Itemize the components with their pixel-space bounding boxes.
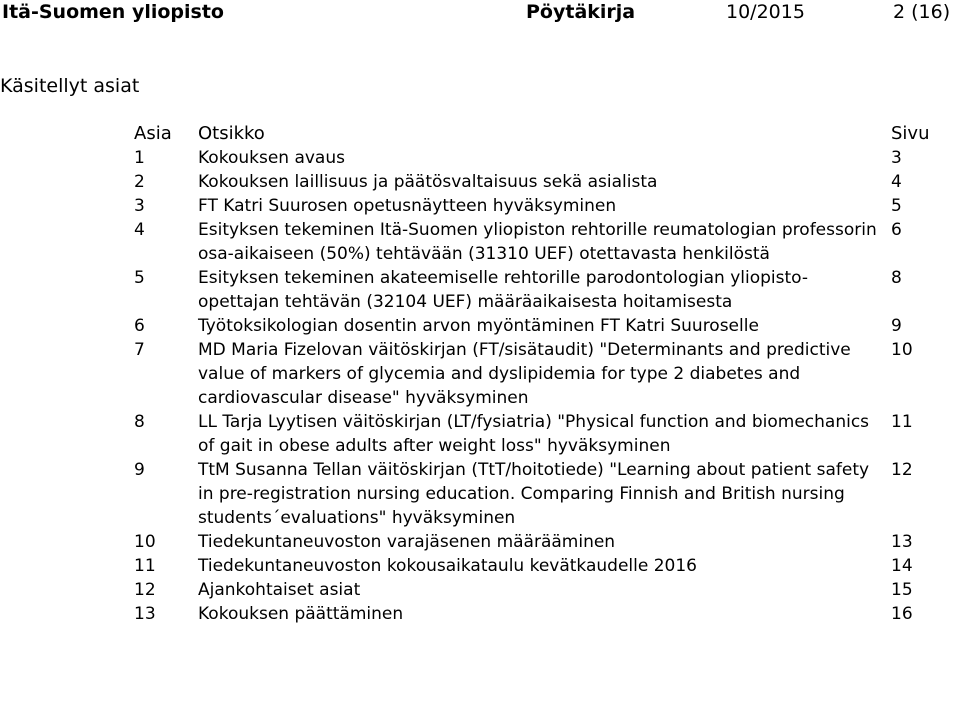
agenda-row xyxy=(0,578,960,602)
agenda-item-number: 5 xyxy=(134,268,145,288)
agenda-rows xyxy=(0,146,960,626)
agenda-item-page: 9 xyxy=(891,316,902,336)
agenda-item-number: 4 xyxy=(134,220,145,240)
agenda-item-title: Tiedekuntaneuvoston kokousaikataulu kevätkaudelle 2016 xyxy=(198,556,697,576)
agenda-item-title: Työtoksikologian dosentin arvon myöntäminen FT Katri Suuroselle xyxy=(198,316,759,336)
agenda-item-number: 10 xyxy=(134,532,156,552)
agenda-item-number: 12 xyxy=(134,580,156,600)
agenda-row xyxy=(0,338,960,410)
page-indicator: 2 (16) xyxy=(893,1,951,23)
section-title: Käsitellyt asiat xyxy=(0,75,140,97)
meeting-number: 10/2015 xyxy=(726,1,805,23)
agenda-item-page: 13 xyxy=(891,532,913,552)
column-header-number: Asia xyxy=(134,123,172,144)
agenda-item-page: 16 xyxy=(891,604,913,624)
agenda-row xyxy=(0,458,960,530)
column-header-page: Sivu xyxy=(891,123,930,144)
agenda-row xyxy=(0,146,960,170)
agenda-item-title: Kokouksen päättäminen xyxy=(198,604,404,624)
organization-name: Itä-Suomen yliopisto xyxy=(2,1,224,23)
agenda-item-title: Esityksen tekeminen Itä-Suomen yliopiston rehtorille reumatologian professorin osa-aikaiseen (50%) tehtävään (31310 UEF) otettavasta henkilöstä xyxy=(198,220,877,264)
agenda-item-number: 1 xyxy=(134,148,145,168)
agenda-item-title: TtM Susanna Tellan väitöskirjan (TtT/hoitotiede) "Learning about patient safety in pre-registration nursing education. Comparing Finnish and British nursing students´evaluations" hyväksyminen xyxy=(198,460,870,528)
agenda-item-page: 12 xyxy=(891,460,913,480)
agenda-item-number: 3 xyxy=(134,196,145,216)
agenda-item-number: 8 xyxy=(134,412,145,432)
column-header-title: Otsikko xyxy=(198,123,265,144)
agenda-row xyxy=(0,602,960,626)
agenda-table xyxy=(0,122,960,626)
agenda-item-page: 3 xyxy=(891,148,902,168)
agenda-item-page: 6 xyxy=(891,220,902,240)
agenda-item-title: LL Tarja Lyytisen väitöskirjan (LT/fysiatria) "Physical function and biomechanics of gait in obese adults after weight loss" hyväksyminen xyxy=(198,412,870,456)
agenda-item-title: Ajankohtaiset asiat xyxy=(198,580,361,600)
agenda-item-number: 6 xyxy=(134,316,145,336)
agenda-row xyxy=(0,266,960,314)
agenda-item-title: Esityksen tekeminen akateemiselle rehtorille parodontologian yliopisto-opettajan tehtävän (32104 UEF) määräaikaisesta hoitamisesta xyxy=(198,268,808,312)
agenda-item-page: 15 xyxy=(891,580,913,600)
agenda-row xyxy=(0,554,960,578)
agenda-item-page: 11 xyxy=(891,412,913,432)
agenda-item-title: FT Katri Suurosen opetusnäytteen hyväksyminen xyxy=(198,196,617,216)
agenda-item-number: 7 xyxy=(134,340,145,360)
agenda-item-page: 10 xyxy=(891,340,913,360)
agenda-row xyxy=(0,530,960,554)
agenda-item-number: 13 xyxy=(134,604,156,624)
agenda-row xyxy=(0,218,960,266)
agenda-item-number: 2 xyxy=(134,172,145,192)
agenda-item-page: 14 xyxy=(891,556,913,576)
agenda-item-title: Kokouksen avaus xyxy=(198,148,345,168)
agenda-item-title: Kokouksen laillisuus ja päätösvaltaisuus sekä asialista xyxy=(198,172,658,192)
agenda-row xyxy=(0,410,960,458)
document-type: Pöytäkirja xyxy=(526,1,636,23)
agenda-row xyxy=(0,314,960,338)
agenda-item-number: 9 xyxy=(134,460,145,480)
agenda-item-title: Tiedekuntaneuvoston varajäsenen määrääminen xyxy=(198,532,616,552)
agenda-item-page: 8 xyxy=(891,268,902,288)
agenda-row xyxy=(0,170,960,194)
agenda-item-title: MD Maria Fizelovan väitöskirjan (FT/sisätaudit) "Determinants and predictive value of markers of glycemia and dyslipidemia for type 2 diabetes and cardiovascular disease" hyväksyminen xyxy=(198,340,851,408)
agenda-item-number: 11 xyxy=(134,556,156,576)
agenda-item-page: 4 xyxy=(891,172,902,192)
agenda-header-row xyxy=(0,122,960,146)
document-header xyxy=(0,0,960,26)
agenda-row xyxy=(0,194,960,218)
agenda-item-page: 5 xyxy=(891,196,902,216)
